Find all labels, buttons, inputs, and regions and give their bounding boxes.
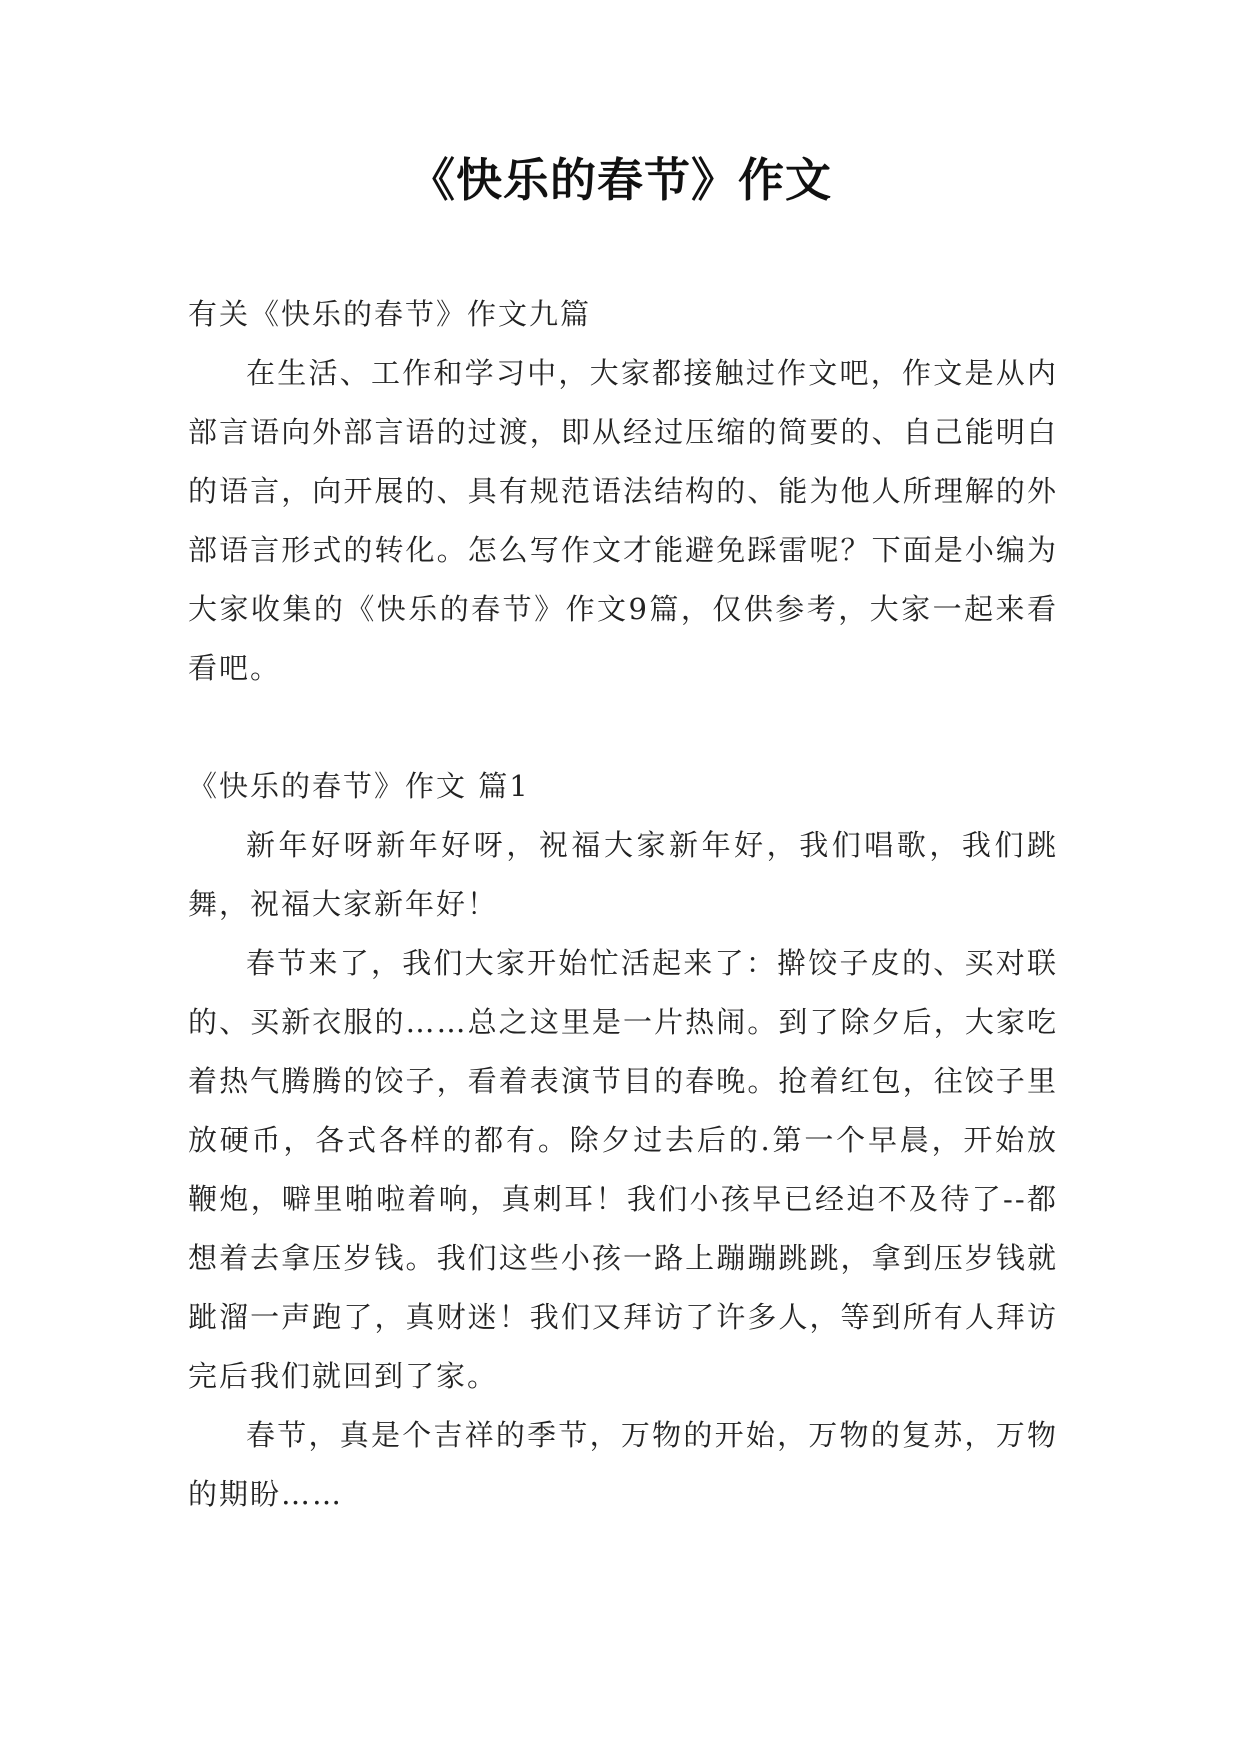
- section-1-heading: 《快乐的春节》作文 篇1: [188, 769, 530, 803]
- section-1-paragraph-2: 春节来了，我们大家开始忙活起来了：擀饺子皮的、买对联的、买新衣服的……总之这里是一片热闹。到了除夕后，大家吃着热气腾腾的饺子，看着表演节目的春晚。抢着红包，往饺子里放硬币，各式各样的都有。除夕过去后的.第一个早晨，开始放鞭炮，噼里啪啦着响，真刺耳！我们小孩早已经迫不及待了--都想着去拿压岁钱。我们这些小孩一路上蹦蹦跳跳，拿到压岁钱就跐溜一声跑了，真财迷！我们又拜访了许多人，等到所有人拜访完后我们就回到了家。: [188, 946, 1058, 1393]
- section-1-paragraph-3: 春节，真是个吉祥的季节，万物的开始，万物的复苏，万物的期盼……: [188, 1418, 1058, 1511]
- section-1-paragraph-1: 新年好呀新年好呀，祝福大家新年好，我们唱歌，我们跳舞，祝福大家新年好！: [188, 828, 1058, 921]
- document-body: [188, 285, 1058, 1524]
- intro-subtitle: 有关《快乐的春节》作文九篇: [188, 297, 592, 331]
- section-spacer: [188, 698, 1058, 757]
- document-title: 《快乐的春节》作文: [409, 153, 832, 207]
- intro-paragraph: 在生活、工作和学习中，大家都接触过作文吧，作文是从内部言语向外部言语的过渡，即从经过压缩的简要的、自己能明白的语言，向开展的、具有规范语法结构的、能为他人所理解的外部语言形式的转化。怎么写作文才能避免踩雷呢？下面是小编为大家收集的《快乐的春节》作文9篇，仅供参考，大家一起来看看吧。: [188, 356, 1058, 685]
